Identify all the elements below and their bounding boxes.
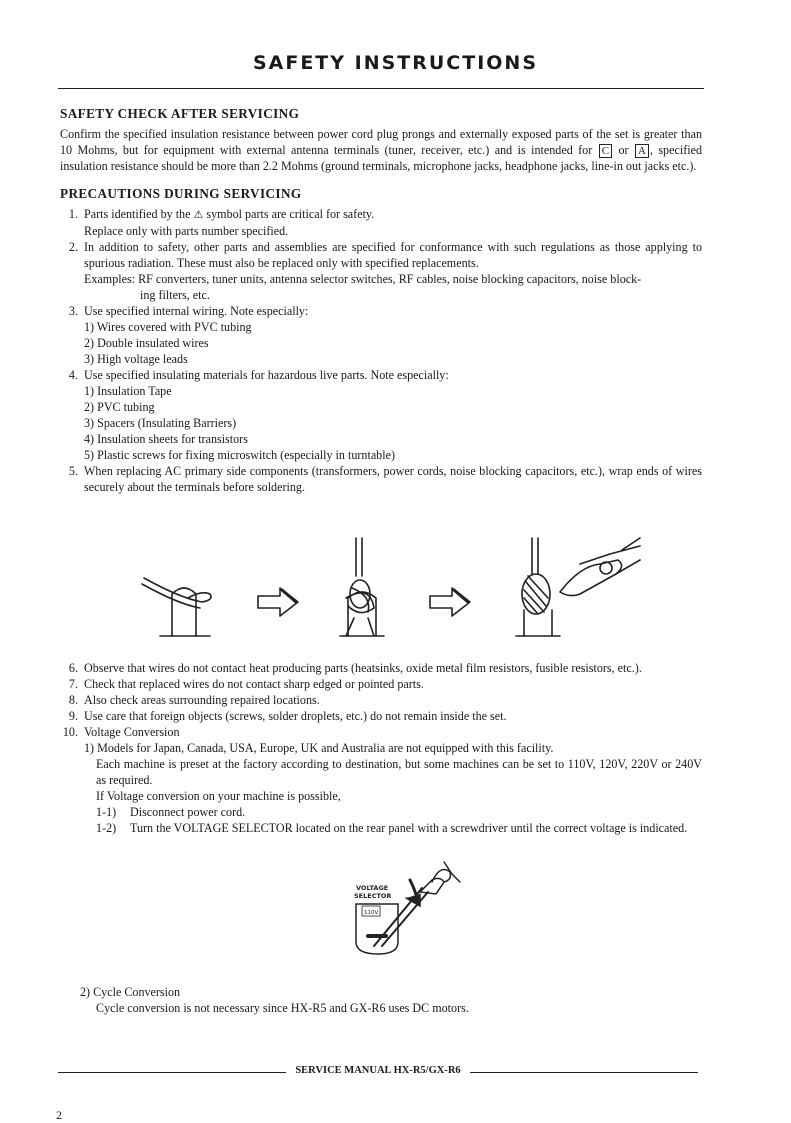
sub-item: 2) Cycle Conversion (80, 985, 181, 999)
item-text: In addition to safety, other parts and assemblies are specified for conformance with such regulations as those applying to spurious radiation. These must also be replaced only with specified replacements. (84, 240, 702, 270)
title-rule (58, 88, 704, 89)
terminal-soldered-icon (516, 538, 640, 636)
terminal-wrapped-icon (340, 538, 384, 636)
step (84, 820, 702, 836)
list-item (60, 724, 702, 836)
item-number: 4. (68, 368, 78, 382)
safety-check-text-b: or (618, 143, 629, 157)
precautions-section (60, 186, 702, 495)
sub-item-text: If Voltage conversion on your machine is possible, (96, 789, 341, 803)
precautions-list (60, 206, 702, 495)
examples-text-cont: ing filters, etc. (140, 288, 210, 302)
safety-check-text-c: , specified insulation resistance should be more than 2.2 Mohms (ground terminals, microphone jacks, headphone jacks, line-in out jacks etc.). (60, 143, 702, 173)
section-heading-precautions: PRECAUTIONS DURING SERVICING (60, 186, 302, 201)
examples (84, 271, 702, 303)
examples-text: Examples: RF converters, tuner units, antenna selector switches, RF cables, noise blocking capacitors, noise block- (84, 272, 642, 286)
item-text: When replacing AC primary side components (transformers, power cords, noise blocking capacitors, etc.), wrap ends of wires securely about the terminals before soldering. (84, 464, 702, 494)
safety-check-text-a: Confirm the specified insulation resistance between power cord plug prongs and externally exposed parts of the set is greater than 10 Mohms, but for equipment with external antenna terminals (tuner, receiver, etc.) and is intended for (60, 127, 702, 157)
cycle-conversion (60, 984, 702, 1016)
warning-triangle-icon: ⚠ (193, 209, 204, 221)
item-text: Voltage Conversion (84, 725, 180, 739)
item-text: Use specified internal wiring. Note especially: (84, 304, 309, 318)
footer-manual-title: SERVICE MANUAL HX-R5/GX-R6 (286, 1065, 470, 1076)
item-text: Use care that foreign objects (screws, solder droplets, etc.) do not remain inside the set. (84, 709, 507, 723)
arrow-right-icon (258, 588, 298, 616)
item-text: Also check areas surrounding repaired locations. (84, 693, 320, 707)
sub-item: 2) PVC tubing (84, 400, 155, 414)
list-item (60, 692, 702, 708)
figure-label-selector: SELECTOR (354, 892, 392, 900)
list-item (60, 367, 702, 463)
item-number: 3. (68, 304, 78, 318)
main-content (60, 106, 702, 495)
sub-item-text: Cycle conversion is not necessary since HX-R5 and GX-R6 uses DC motors. (96, 1001, 469, 1015)
item-number: 7. (68, 677, 78, 691)
voltage-value: 110V (364, 910, 379, 916)
item-text: Parts identified by the (84, 207, 191, 221)
item-number: 5. (68, 464, 78, 478)
list-item (60, 463, 702, 495)
arrow-right-icon (430, 588, 470, 616)
footer-rule (470, 1072, 698, 1073)
item-number: 8. (68, 693, 78, 707)
sub-item: 1) Insulation Tape (84, 384, 172, 398)
list-item (60, 206, 702, 239)
item-number: 1. (68, 207, 78, 221)
item-number: 2. (68, 240, 78, 254)
terminal-before-icon (142, 578, 211, 636)
list-item (60, 676, 702, 692)
item-text: Use specified insulating materials for hazardous live parts. Note especially: (84, 368, 449, 382)
wire-wrapping-figure (140, 536, 660, 648)
item-text: symbol parts are critical for safety. (206, 207, 375, 221)
step-number: 1-2) (96, 821, 117, 835)
step (84, 804, 702, 820)
page-title: SAFETY INSTRUCTIONS (252, 52, 539, 74)
sub-item-text: Each machine is preset at the factory according to destination, but some machines can be set to 110V, 120V, 220V or 240V as required. (96, 757, 702, 787)
sub-item: 4) Insulation sheets for transistors (84, 432, 248, 446)
item-number: 10. (62, 725, 78, 739)
list-item (60, 708, 702, 724)
precautions-list-continued (60, 660, 702, 836)
item-text: Observe that wires do not contact heat producing parts (heatsinks, oxide metal film resistors, fusible resistors, etc.). (84, 661, 642, 675)
figure-label-voltage: VOLTAGE (356, 884, 389, 892)
box-a-symbol: A (635, 144, 649, 158)
section-heading-safety-check: SAFETY CHECK AFTER SERVICING (60, 106, 300, 121)
page-number: 2 (56, 1108, 62, 1122)
sub-item: 2) Double insulated wires (84, 336, 209, 350)
safety-check-paragraph (60, 126, 702, 174)
item-text: Replace only with parts number specified. (84, 224, 289, 238)
sub-item: 1) Wires covered with PVC tubing (84, 320, 252, 334)
item-number: 9. (68, 709, 78, 723)
sub-item: 3) High voltage leads (84, 352, 188, 366)
sub-item: 5) Plastic screws for fixing microswitch (especially in turntable) (84, 448, 395, 462)
step-text: Turn the VOLTAGE SELECTOR located on the rear panel with a screwdriver until the correct voltage is indicated. (130, 821, 688, 835)
list-item (60, 660, 702, 676)
footer-rule (58, 1072, 286, 1073)
sub-item: 3) Spacers (Insulating Barriers) (84, 416, 237, 430)
item-number: 6. (68, 661, 78, 675)
sub-item: 1) Models for Japan, Canada, USA, Europe, UK and Australia are not equipped with this facility. (84, 741, 554, 755)
box-c-symbol: C (599, 144, 612, 158)
list-item (60, 239, 702, 303)
step-text: Disconnect power cord. (130, 805, 246, 819)
step-number: 1-1) (96, 805, 117, 819)
list-item (60, 303, 702, 367)
item-text: Check that replaced wires do not contact sharp edged or pointed parts. (84, 677, 424, 691)
voltage-selector-figure (348, 858, 468, 958)
